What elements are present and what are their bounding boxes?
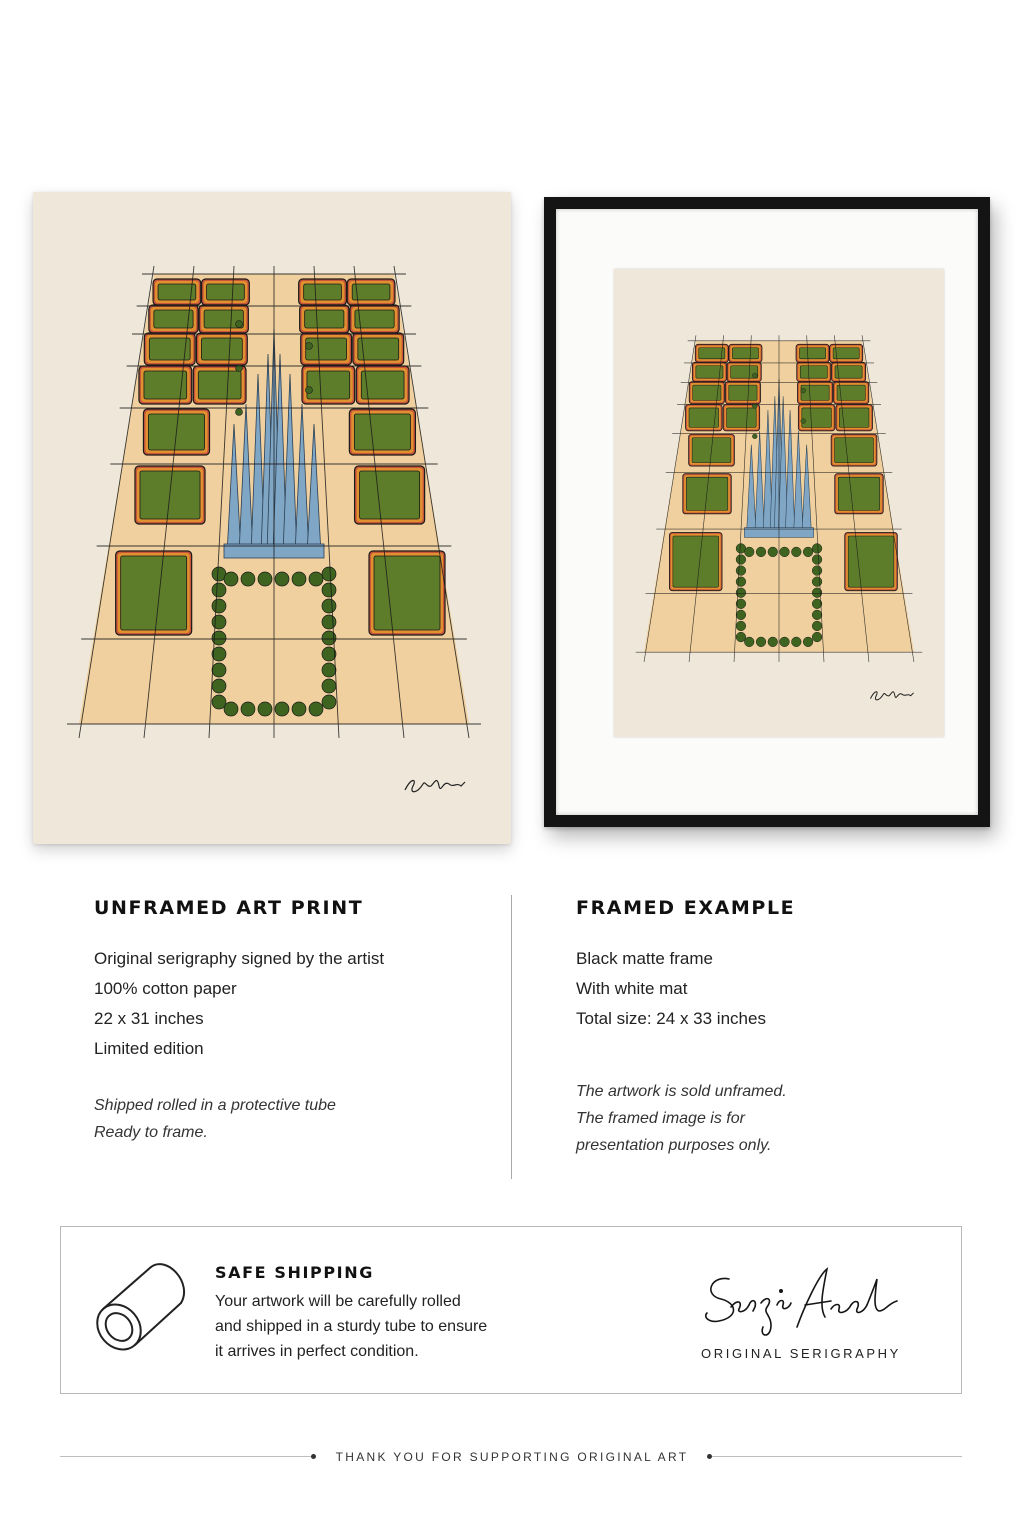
city-block-lawn xyxy=(732,348,758,359)
safe-shipping-panel xyxy=(60,1226,962,1394)
city-block-lawn xyxy=(121,556,187,630)
city-block-lawn xyxy=(154,310,193,328)
city-block-lawn xyxy=(848,536,894,587)
city-block-lawn xyxy=(304,284,342,300)
park-tree xyxy=(780,547,790,557)
park-tree xyxy=(756,547,766,557)
park-tree xyxy=(241,702,255,716)
framed-heading: FRAMED EXAMPLE xyxy=(576,897,796,919)
footer-thank-you: THANK YOU FOR SUPPORTING ORIGINAL ART xyxy=(335,1450,689,1464)
avenue-tree xyxy=(306,343,313,350)
unframed-details-list xyxy=(94,944,494,1064)
park-tree xyxy=(309,702,323,716)
park-tree xyxy=(322,583,336,597)
park-tree xyxy=(791,637,801,647)
footer-rule-left xyxy=(60,1456,314,1457)
park-tree xyxy=(803,637,813,647)
park-tree xyxy=(744,547,754,557)
city-block-lawn xyxy=(207,284,245,300)
note-line: The artwork is sold unframed. xyxy=(576,1083,787,1100)
city-block-lawn xyxy=(201,338,242,360)
footer-rule-right xyxy=(712,1456,962,1457)
city-block-lawn xyxy=(673,536,719,587)
park-tree xyxy=(258,702,272,716)
park-tree xyxy=(756,637,766,647)
city-block-lawn xyxy=(729,385,757,400)
avenue-tree xyxy=(236,365,243,372)
artist-signature-block xyxy=(691,1255,911,1375)
park-tree xyxy=(812,610,822,620)
detail-item: 100% cotton paper xyxy=(94,979,237,998)
city-block-lawn xyxy=(158,284,196,300)
park-tree xyxy=(322,599,336,613)
shipping-description xyxy=(215,1289,545,1364)
shipping-line: Your artwork will be carefully rolled xyxy=(215,1293,461,1310)
park-tree xyxy=(322,663,336,677)
park-tree xyxy=(322,615,336,629)
shipping-text xyxy=(215,1263,545,1364)
park-tree xyxy=(768,547,778,557)
park-tree xyxy=(812,577,822,587)
detail-item: 22 x 31 inches xyxy=(94,1009,204,1028)
park-tree xyxy=(780,637,790,647)
park-tree xyxy=(224,572,238,586)
park-tree xyxy=(812,566,822,576)
framed-disclaimer-note xyxy=(576,1078,976,1159)
park-tree xyxy=(292,572,306,586)
unframed-shipping-note xyxy=(94,1092,494,1146)
park-tree xyxy=(744,637,754,647)
city-block-lawn xyxy=(835,366,862,378)
city-block-lawn xyxy=(800,348,826,359)
park-tree xyxy=(258,572,272,586)
park-tree xyxy=(736,577,746,587)
avenue-tree xyxy=(801,419,806,424)
detail-item: Limited edition xyxy=(94,1039,204,1058)
park-tree xyxy=(736,610,746,620)
note-line: Shipped rolled in a protective tube xyxy=(94,1097,336,1114)
unframed-artwork-illustration xyxy=(59,254,489,754)
artist-signature-small xyxy=(403,774,467,800)
park-tree xyxy=(292,702,306,716)
park-tree xyxy=(322,567,336,581)
park-tree xyxy=(812,544,822,554)
avenue-tree xyxy=(752,373,757,378)
park-tree xyxy=(275,572,289,586)
shipping-line: and shipped in a sturdy tube to ensure xyxy=(215,1318,488,1335)
shipping-heading: SAFE SHIPPING xyxy=(215,1263,374,1282)
note-line: The framed image is for xyxy=(576,1110,745,1127)
artist-signature-tiny xyxy=(869,687,915,707)
white-mat xyxy=(556,209,978,815)
shipping-line: it arrives in perfect condition. xyxy=(215,1343,419,1360)
city-block-lawn xyxy=(306,338,347,360)
park-tree xyxy=(212,615,226,629)
city-block-lawn xyxy=(305,310,344,328)
signature-caption: ORIGINAL SERIGRAPHY xyxy=(701,1346,901,1361)
city-block-lawn xyxy=(833,348,859,359)
framed-artwork-illustration xyxy=(630,327,928,673)
park-tree xyxy=(812,632,822,642)
park-tree xyxy=(812,555,822,565)
detail-item: With white mat xyxy=(576,979,688,998)
unframed-description xyxy=(94,896,494,1146)
park-tree xyxy=(212,695,226,709)
park-tree xyxy=(768,637,778,647)
park-tree xyxy=(803,547,813,557)
note-line: presentation purposes only. xyxy=(576,1137,772,1154)
park-tree xyxy=(212,663,226,677)
avenue-tree xyxy=(801,388,806,393)
avenue-tree xyxy=(306,387,313,394)
city-block-lawn xyxy=(800,366,827,378)
park-tree xyxy=(224,702,238,716)
park-tree xyxy=(791,547,801,557)
park-tree xyxy=(322,679,336,693)
park-tree xyxy=(736,621,746,631)
park-tree xyxy=(736,555,746,565)
unframed-print-image xyxy=(33,192,511,844)
framed-print-paper xyxy=(614,269,944,737)
city-block-lawn xyxy=(727,408,757,427)
avenue-tree xyxy=(752,403,757,408)
park-tree xyxy=(812,621,822,631)
avenue-tree xyxy=(236,409,243,416)
city-block-lawn xyxy=(198,371,241,399)
park-tree xyxy=(309,572,323,586)
city-block-lawn xyxy=(838,477,880,510)
detail-item: Black matte frame xyxy=(576,949,713,968)
rolled-tube-icon xyxy=(89,1257,193,1361)
column-divider xyxy=(511,895,512,1179)
city-block-lawn xyxy=(699,348,725,359)
city-block-lawn xyxy=(354,414,410,450)
park-tree xyxy=(736,566,746,576)
park-tree xyxy=(275,702,289,716)
park-tree xyxy=(736,632,746,642)
detail-item: Original serigraphy signed by the artist xyxy=(94,949,385,968)
avenue-tree xyxy=(752,434,757,439)
framed-description xyxy=(576,896,976,1159)
city-block-lawn xyxy=(355,310,394,328)
city-block-lawn xyxy=(801,385,829,400)
avenue-tree xyxy=(236,321,243,328)
note-line: Ready to frame. xyxy=(94,1124,208,1141)
city-block-lawn xyxy=(696,366,723,378)
city-block-lawn xyxy=(374,556,440,630)
city-block-lawn xyxy=(360,471,420,519)
city-block-lawn xyxy=(802,408,832,427)
park-tree xyxy=(212,599,226,613)
framed-example-image xyxy=(544,197,990,827)
park-tree xyxy=(212,679,226,693)
city-block-lawn xyxy=(307,371,350,399)
framed-details-list xyxy=(576,944,976,1034)
park-tree xyxy=(212,583,226,597)
city-block-lawn xyxy=(352,284,390,300)
artist-signature-large xyxy=(701,1255,901,1347)
park-tree xyxy=(322,695,336,709)
detail-item: Total size: 24 x 33 inches xyxy=(576,1009,766,1028)
city-block-lawn xyxy=(835,438,874,463)
park-tree xyxy=(241,572,255,586)
footer-dot-left xyxy=(311,1454,316,1459)
unframed-heading: UNFRAMED ART PRINT xyxy=(94,897,364,919)
